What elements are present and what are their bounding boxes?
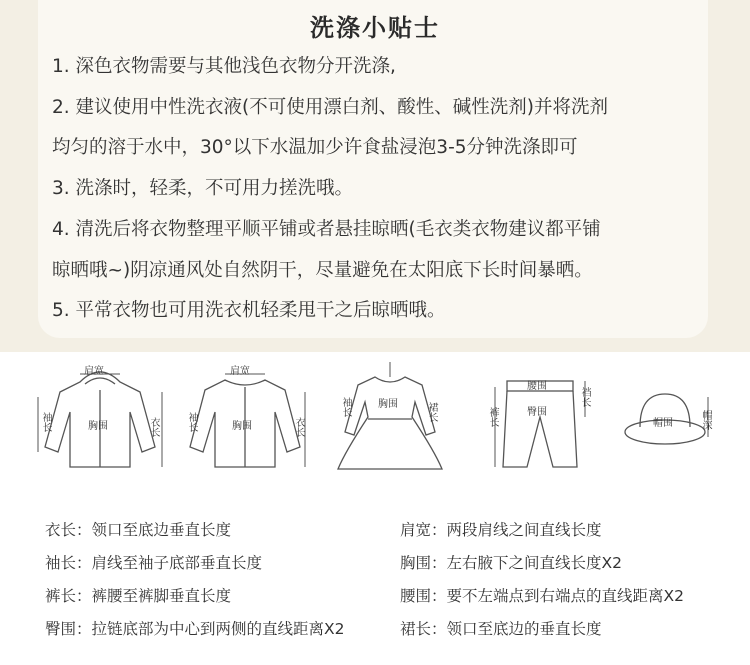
dress-sleeve-label: 袖长	[340, 397, 351, 417]
tip-line-4: 3. 洗涤时，轻柔，不可用力搓洗哦。	[52, 178, 354, 199]
hat-circumference-label: 帽围	[653, 418, 673, 429]
pants-figure	[485, 367, 595, 482]
definition-term: 裤长：	[45, 587, 92, 605]
hat-figure	[620, 382, 720, 472]
definition-desc: 要不左端点到右端点的直线距离X2	[446, 587, 684, 605]
definition-term: 腰围：	[400, 587, 447, 605]
tip-line-2: 2. 建议使用中性洗衣液(不可使用漂白剂、酸性、碱性洗剂)并将洗剂	[52, 97, 608, 118]
tips-card	[38, 0, 708, 338]
definition-desc: 两段肩线之间直线长度	[446, 521, 602, 539]
cardigan-sleeve-label: 袖长	[186, 412, 197, 432]
definition-term: 肩宽：	[400, 521, 447, 539]
definition-desc: 领口至底边垂直长度	[91, 521, 232, 539]
definition-term: 袖长：	[45, 554, 92, 572]
jacket-length-label: 衣长	[148, 417, 159, 437]
cardigan-length-label: 衣长	[293, 417, 304, 437]
tip-line-6: 晾晒哦~)阴凉通风处自然阴干，尽量避免在太阳底下长时间暴晒。	[52, 260, 593, 281]
definition-desc: 裤腰至裤脚垂直长度	[91, 587, 232, 605]
dress-length-label: 裙长	[426, 402, 437, 422]
definition-item	[400, 518, 602, 540]
definition-term: 胸围：	[400, 554, 447, 572]
definition-item	[45, 551, 262, 573]
page-title: 洗涤小贴士	[310, 14, 440, 42]
definition-desc: 肩线至袖子底部垂直长度	[91, 554, 263, 572]
pants-hip-label: 臀围	[527, 407, 547, 418]
definition-item	[400, 551, 622, 573]
definition-term: 臀围：	[45, 620, 92, 638]
dress-figure	[330, 357, 450, 482]
definition-item	[45, 518, 231, 540]
tip-line-7: 5. 平常衣物也可用洗衣机轻柔甩干之后晾晒哦。	[52, 300, 446, 321]
jacket-sleeve-label: 袖长	[40, 412, 51, 432]
cardigan-shoulder-label: 肩宽	[230, 366, 250, 377]
tip-line-5: 4. 清洗后将衣物整理平顺平铺或者悬挂晾晒(毛衣类衣物建议都平铺	[52, 219, 601, 240]
jacket-figure	[30, 362, 170, 482]
definition-term: 裙长：	[400, 620, 447, 638]
definition-desc: 领口至底边的垂直长度	[446, 620, 602, 638]
definition-term: 衣长：	[45, 521, 92, 539]
definition-item	[45, 584, 231, 606]
dress-chest-label: 胸围	[378, 399, 398, 410]
pants-inseam-label: 裤长	[487, 407, 498, 427]
tip-line-3: 均匀的溶于水中，30°以下水温加少许食盐浸泡3-5分钟洗涤即可	[52, 137, 578, 158]
measurement-figures	[0, 352, 750, 492]
cardigan-chest-label: 胸围	[232, 421, 252, 432]
hat-depth-label: 帽深	[700, 410, 711, 430]
jacket-chest-label: 胸围	[88, 421, 108, 432]
definition-item	[400, 617, 602, 639]
pants-rise-label: 裆长	[579, 387, 590, 407]
definition-desc: 左右腋下之间直线长度X2	[446, 554, 622, 572]
tip-line-1: 1. 深色衣物需要与其他浅色衣物分开洗涤,	[52, 56, 396, 77]
definition-item	[400, 584, 684, 606]
cardigan-figure	[180, 362, 310, 482]
pants-waist-label: 腰围	[527, 381, 547, 392]
jacket-shoulder-label: 肩宽	[84, 366, 104, 377]
definition-desc: 拉链底部为中心到两侧的直线距离X2	[91, 620, 345, 638]
definition-item	[45, 617, 345, 639]
